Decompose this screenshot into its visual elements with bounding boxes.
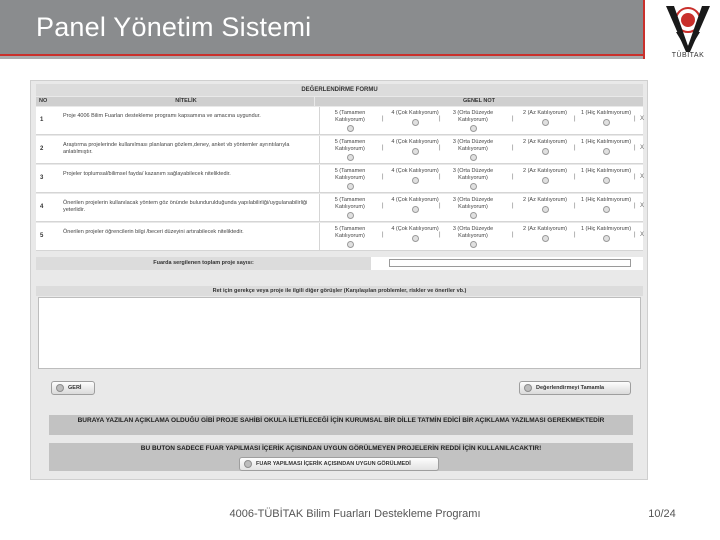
radio-4[interactable] bbox=[412, 235, 419, 242]
notice-official-language: BURAYA YAZILAN AÇIKLAMA OLDUĞU GİBİ PROJE SAHİBİ OKULA İLETİLECEĞİ İÇİN KURUMSAL BİR DİLLE TATMİN EDİCİ BİR AÇIKLAMA YAZILMASI GEREKMEKTEDİR bbox=[49, 415, 633, 435]
separator: | bbox=[634, 203, 636, 209]
reject-project-button[interactable] bbox=[239, 457, 439, 471]
separator: | bbox=[634, 145, 636, 151]
option-label: 2 (Az Katılıyorum) bbox=[522, 197, 567, 203]
option-label: 1 (Hiç Katılmıyorum) bbox=[580, 139, 632, 145]
option-3[interactable] bbox=[444, 168, 502, 190]
reason-textarea[interactable] bbox=[38, 297, 641, 369]
back-button-label: GERİ bbox=[68, 385, 82, 391]
reason-label: Ret için gerekçe veya proje ile ilgili diğer görüşler (Karşılaşılan problemler, riskler ve öneriler vb.) bbox=[36, 286, 643, 296]
separator: | bbox=[512, 145, 514, 151]
radio-4[interactable] bbox=[412, 177, 419, 184]
reject-button-label: FUAR YAPILMASI İÇERİK AÇISINDAN UYGUN GÖRÜLMEDİ bbox=[256, 461, 411, 467]
radio-1[interactable] bbox=[603, 148, 610, 155]
col-header-nitelik: NİTELİK bbox=[58, 97, 314, 106]
separator: | bbox=[439, 116, 441, 122]
option-label: 5 (Tamamen Katılıyorum) bbox=[334, 197, 366, 210]
option-4[interactable] bbox=[386, 197, 444, 213]
option-5[interactable] bbox=[321, 168, 379, 190]
radio-2[interactable] bbox=[542, 206, 549, 213]
option-label: 3 (Orta Düzeyde Katılıyorum) bbox=[452, 226, 494, 239]
option-4[interactable] bbox=[386, 110, 444, 126]
option-1[interactable] bbox=[577, 139, 635, 155]
separator: | bbox=[439, 174, 441, 180]
option-label: 3 (Orta Düzeyde Katılıyorum) bbox=[452, 168, 494, 181]
row-number: 4 bbox=[40, 204, 44, 210]
radio-5[interactable] bbox=[347, 212, 354, 219]
row-criterion: Önerilen projelerin kullanılacak yöntem göz önünde bulundurulduğunda yapılabilirliği/uygulanabilirliği yeterlidir. bbox=[63, 200, 308, 213]
logo-text: TÜBİTAK bbox=[671, 52, 705, 59]
option-3[interactable] bbox=[444, 139, 502, 161]
separator: | bbox=[382, 174, 384, 180]
separator: | bbox=[382, 116, 384, 122]
criteria-row bbox=[36, 107, 643, 135]
clear-selection-icon[interactable]: X bbox=[640, 145, 645, 151]
option-label: 4 (Çok Katılıyorum) bbox=[391, 139, 439, 145]
row-criterion: Araştırma projelerinde kullanılması planlanan gözlem,deney, anket vb yöntemler ayrıntılarıyla anlatılmıştır. bbox=[63, 142, 290, 155]
project-count-label: Fuarda sergilenen toplam proje sayısı: bbox=[36, 257, 371, 270]
option-5[interactable] bbox=[321, 226, 379, 248]
project-count-input[interactable] bbox=[389, 259, 631, 267]
radio-1[interactable] bbox=[603, 119, 610, 126]
criteria-row bbox=[36, 165, 643, 193]
form-title: DEĞERLENDİRME FORMU bbox=[36, 84, 643, 96]
clear-selection-icon[interactable]: X bbox=[640, 116, 645, 122]
separator: | bbox=[634, 116, 636, 122]
option-label: 3 (Orta Düzeyde Katılıyorum) bbox=[452, 110, 494, 123]
evaluation-form-screenshot bbox=[30, 80, 648, 480]
option-3[interactable] bbox=[444, 197, 502, 219]
option-label: 3 (Orta Düzeyde Katılıyorum) bbox=[452, 139, 494, 152]
separator: | bbox=[439, 203, 441, 209]
separator: | bbox=[574, 145, 576, 151]
separator: | bbox=[382, 145, 384, 151]
radio-2[interactable] bbox=[542, 119, 549, 126]
option-label: 2 (Az Katılıyorum) bbox=[522, 110, 567, 116]
complete-icon bbox=[524, 384, 532, 392]
row-criterion: Projeler toplumsal/bilimsel fayda/ kazanım sağlayabilecek niteliktedir. bbox=[63, 171, 231, 177]
radio-5[interactable] bbox=[347, 154, 354, 161]
complete-button-label: Değerlendirmeyi Tamamla bbox=[536, 385, 605, 391]
row-divider bbox=[319, 194, 320, 221]
separator: | bbox=[574, 232, 576, 238]
option-label: 5 (Tamamen Katılıyorum) bbox=[334, 168, 366, 181]
radio-3[interactable] bbox=[470, 183, 477, 190]
radio-4[interactable] bbox=[412, 148, 419, 155]
separator: | bbox=[574, 174, 576, 180]
option-label: 4 (Çok Katılıyorum) bbox=[391, 226, 439, 232]
radio-4[interactable] bbox=[412, 119, 419, 126]
col-header-no: NO bbox=[36, 97, 58, 106]
page-number: 10/24 bbox=[648, 508, 676, 520]
separator: | bbox=[382, 232, 384, 238]
option-label: 4 (Çok Katılıyorum) bbox=[391, 110, 439, 116]
option-2[interactable] bbox=[516, 197, 574, 213]
slide-footer: 4006-TÜBİTAK Bilim Fuarları Destekleme Programı bbox=[229, 508, 481, 520]
separator: | bbox=[512, 116, 514, 122]
row-divider bbox=[319, 223, 320, 250]
radio-3[interactable] bbox=[470, 154, 477, 161]
option-5[interactable] bbox=[321, 139, 379, 161]
radio-5[interactable] bbox=[347, 183, 354, 190]
separator: | bbox=[574, 203, 576, 209]
back-icon bbox=[56, 384, 64, 392]
option-label: 5 (Tamamen Katılıyorum) bbox=[334, 110, 366, 123]
notice-reject-usage: BU BUTON SADECE FUAR YAPILMASI İÇERİK AÇISINDAN UYGUN GÖRÜLMEYEN PROJELERİN REDDİ İÇİN KULLANILACAKTIR! bbox=[140, 445, 542, 452]
row-number: 1 bbox=[40, 117, 44, 123]
option-label: 1 (Hiç Katılmıyorum) bbox=[580, 110, 632, 116]
separator: | bbox=[512, 174, 514, 180]
option-label: 5 (Tamamen Katılıyorum) bbox=[334, 226, 366, 239]
option-label: 4 (Çok Katılıyorum) bbox=[391, 168, 439, 174]
row-divider bbox=[319, 165, 320, 192]
option-1[interactable] bbox=[577, 168, 635, 184]
option-2[interactable] bbox=[516, 139, 574, 155]
option-4[interactable] bbox=[386, 168, 444, 184]
option-label: 3 (Orta Düzeyde Katılıyorum) bbox=[452, 197, 494, 210]
option-1[interactable] bbox=[577, 110, 635, 126]
radio-2[interactable] bbox=[542, 177, 549, 184]
separator: | bbox=[574, 116, 576, 122]
radio-1[interactable] bbox=[603, 235, 610, 242]
option-label: 2 (Az Katılıyorum) bbox=[522, 139, 567, 145]
option-label: 1 (Hiç Katılmıyorum) bbox=[580, 226, 632, 232]
complete-evaluation-button[interactable] bbox=[519, 381, 631, 395]
radio-2[interactable] bbox=[542, 148, 549, 155]
row-number: 5 bbox=[40, 233, 44, 239]
option-5[interactable] bbox=[321, 110, 379, 132]
title-divider bbox=[643, 0, 645, 59]
separator: | bbox=[634, 174, 636, 180]
option-label: 1 (Hiç Katılmıyorum) bbox=[580, 197, 632, 203]
option-2[interactable] bbox=[516, 168, 574, 184]
separator: | bbox=[439, 232, 441, 238]
option-label: 4 (Çok Katılıyorum) bbox=[391, 197, 439, 203]
row-number: 3 bbox=[40, 175, 44, 181]
option-label: 1 (Hiç Katılmıyorum) bbox=[580, 168, 632, 174]
radio-1[interactable] bbox=[603, 177, 610, 184]
clear-selection-icon[interactable]: X bbox=[640, 232, 645, 238]
option-label: 2 (Az Katılıyorum) bbox=[522, 226, 567, 232]
radio-3[interactable] bbox=[470, 212, 477, 219]
row-criterion: Proje 4006 Bilim Fuarları destekleme programı kapsamına ve amacına uygundur. bbox=[63, 113, 261, 119]
clear-selection-icon[interactable]: X bbox=[640, 174, 645, 180]
radio-3[interactable] bbox=[470, 241, 477, 248]
reject-icon bbox=[244, 460, 252, 468]
radio-3[interactable] bbox=[470, 125, 477, 132]
page-title: Panel Yönetim Sistemi bbox=[36, 12, 312, 42]
back-button[interactable] bbox=[51, 381, 95, 395]
option-2[interactable] bbox=[516, 226, 574, 242]
criteria-row bbox=[36, 194, 643, 222]
radio-4[interactable] bbox=[412, 206, 419, 213]
option-1[interactable] bbox=[577, 226, 635, 242]
option-4[interactable] bbox=[386, 139, 444, 155]
separator: | bbox=[634, 232, 636, 238]
separator: | bbox=[382, 203, 384, 209]
option-2[interactable] bbox=[516, 110, 574, 126]
title-bar-underline bbox=[0, 56, 644, 59]
separator: | bbox=[512, 232, 514, 238]
radio-1[interactable] bbox=[603, 206, 610, 213]
criteria-row bbox=[36, 136, 643, 164]
option-1[interactable] bbox=[577, 197, 635, 213]
option-4[interactable] bbox=[386, 226, 444, 242]
separator: | bbox=[439, 145, 441, 151]
row-divider bbox=[319, 107, 320, 134]
option-label: 2 (Az Katılıyorum) bbox=[522, 168, 567, 174]
row-divider bbox=[319, 136, 320, 163]
option-label: 5 (Tamamen Katılıyorum) bbox=[334, 139, 366, 152]
radio-2[interactable] bbox=[542, 235, 549, 242]
radio-5[interactable] bbox=[347, 125, 354, 132]
option-3[interactable] bbox=[444, 110, 502, 132]
criteria-row bbox=[36, 223, 643, 251]
radio-5[interactable] bbox=[347, 241, 354, 248]
row-number: 2 bbox=[40, 146, 44, 152]
col-header-genel-not: GENEL NOT bbox=[315, 97, 643, 106]
option-3[interactable] bbox=[444, 226, 502, 248]
clear-selection-icon[interactable]: X bbox=[640, 203, 645, 209]
row-criterion: Önerilen projeler öğrencilerin bilgi /beceri düzeyini artırabilecek niteliktedir. bbox=[63, 229, 244, 235]
option-5[interactable] bbox=[321, 197, 379, 219]
separator: | bbox=[512, 203, 514, 209]
